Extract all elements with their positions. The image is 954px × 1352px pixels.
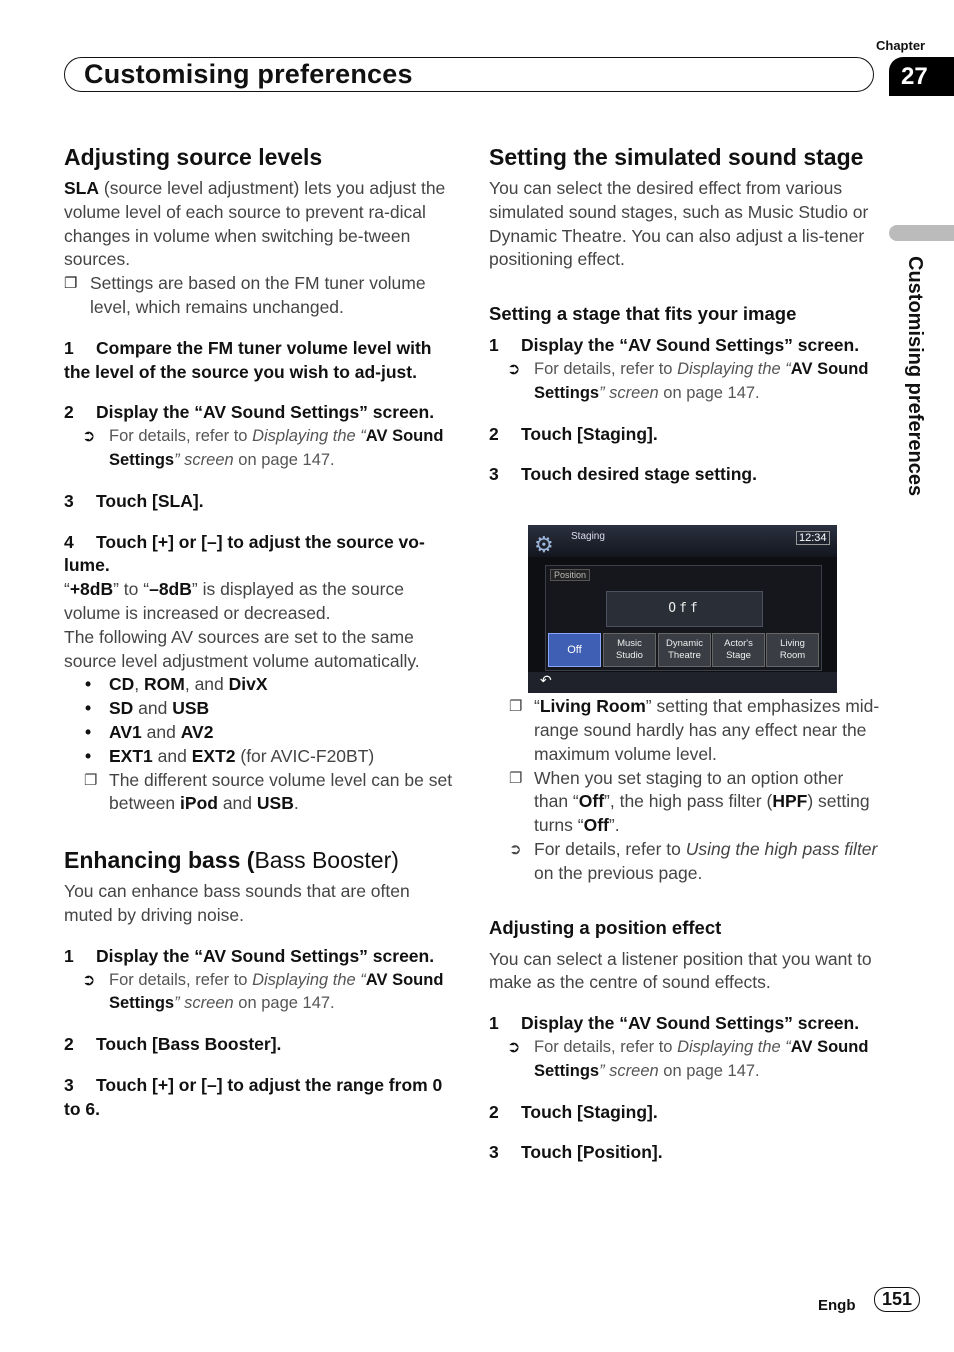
checkbox-note-icon: ❐ (509, 769, 523, 787)
reference-note: ➲ For details, refer to Displaying the “AV Sound Settings” screen on page 147. (507, 359, 869, 402)
source-list (64, 673, 456, 768)
paragraph: You can select a listener position that you want to make as the centre of sound effects. (489, 948, 872, 993)
checkbox-note-icon: ❐ (64, 275, 78, 293)
paragraph: SLA (source level adjustment) lets you adjust the volume level of each source to prevent ra-dical changes in volume when switching be-tween sources. (64, 178, 446, 270)
stage-button-actors-stage[interactable]: Actor's Stage (712, 633, 765, 667)
subheading: Setting a stage that fits your image (489, 303, 797, 325)
screen-bottombar (528, 672, 837, 693)
chapter-label: Chapter (876, 38, 926, 53)
reference-note: ➲ For details, refer to Using the high pass filter on the previous page. (509, 838, 878, 883)
stage-button-living-room[interactable]: Living Room (766, 633, 819, 667)
step-2: 2 Touch [Staging]. (489, 1101, 658, 1122)
step-4: 4 Touch [+] or [–] to adjust the source vo-lume. (64, 531, 425, 576)
step-3: 3 Touch [SLA]. (64, 490, 204, 511)
side-tab-marker (889, 225, 954, 241)
step-1: 1 Display the “AV Sound Settings” screen. (489, 335, 860, 356)
reference-note: ➲ For details, refer to Displaying the “AV Sound Settings” screen on page 147. (507, 1037, 869, 1080)
note: ❐ “Living Room” setting that emphasizes mid-range sound hardly has any effect near the maximum volume level. (509, 696, 880, 764)
section-heading-sound-stage: Setting the simulated sound stage (489, 144, 864, 170)
arrow-ref-icon: ➲ (507, 1038, 521, 1056)
step-3: 3 Touch [+] or [–] to adjust the range from 0 to 6. (64, 1074, 443, 1119)
step-1: 1 Compare the FM tuner volume level with the level of the source you wish to ad-just. (64, 337, 432, 382)
paragraph: You can enhance bass sounds that are often muted by driving noise. (64, 881, 410, 925)
subheading: Adjusting a position effect (489, 916, 722, 938)
reference-note: ➲ For details, refer to Displaying the “AV Sound Settings” screen on page 147. (82, 970, 444, 1013)
list-item: • SD and USB (85, 698, 210, 719)
page-number: 151 (874, 1287, 920, 1312)
gear-icon: ⚙ (534, 532, 554, 557)
step-2: 2 Touch [Bass Booster]. (64, 1034, 282, 1055)
left-column (64, 143, 456, 1122)
back-arrow-icon[interactable]: ↶ (540, 672, 552, 688)
page-title: Customising preferences (84, 59, 413, 89)
paragraph: “+8dB” to “–8dB” is displayed as the source volume is increased or decreased. (64, 579, 404, 623)
stage-value-display: Off (606, 591, 763, 627)
language-code: Engb (818, 1297, 856, 1314)
step-2: 2 Display the “AV Sound Settings” screen. (64, 402, 435, 423)
list-item: • EXT1 and EXT2 (for AVIC-F20BT) (85, 745, 375, 766)
arrow-ref-icon: ➲ (82, 428, 96, 446)
list-item: • AV1 and AV2 (85, 721, 214, 742)
note: ❐ Settings are based on the FM tuner volume level, which remains unchanged. (64, 273, 426, 317)
arrow-ref-icon: ➲ (507, 360, 521, 378)
checkbox-note-icon: ❐ (509, 698, 523, 716)
step-3: 3 Touch desired stage setting. (489, 464, 757, 485)
note: ❐ When you set staging to an option other than “Off”, the high pass filter (HPF) setting turns “Off”. (509, 767, 870, 836)
step-1: 1 Display the “AV Sound Settings” screen. (64, 945, 435, 966)
step-2: 2 Touch [Staging]. (489, 423, 658, 444)
arrow-ref-icon: ➲ (509, 840, 522, 858)
reference-note: ➲ For details, refer to Displaying the “AV Sound Settings” screen on page 147. (82, 427, 444, 469)
section-heading-bass: Enhancing bass (Bass Booster) (64, 847, 399, 874)
screen-title: Staging (571, 531, 605, 542)
stage-button-dynamic-theatre[interactable]: Dynamic Theatre (658, 633, 711, 667)
step-3: 3 Touch [Position]. (489, 1142, 663, 1163)
paragraph: The following AV sources are set to the same source level adjustment volume automatically. (64, 626, 420, 671)
section-heading-source-levels: Adjusting source levels (64, 144, 323, 170)
stage-button-music-studio[interactable]: Music Studio (603, 633, 656, 667)
list-item: • CD, ROM, and DivX (85, 674, 268, 695)
paragraph: You can select the desired effect from various simulated sound stages, such as Music Studio or Dynamic Theatre. You can also adjust a lis-tener positioning effect. (489, 178, 869, 270)
side-section-label: Customising preferences (904, 256, 926, 497)
step-1: 1 Display the “AV Sound Settings” screen. (489, 1013, 860, 1034)
position-tab[interactable]: Position (550, 569, 590, 581)
note: ❐ The different source volume level can be set between iPod and USB. (84, 769, 453, 814)
clock: 12:34 (796, 531, 830, 545)
chapter-number: 27 (889, 57, 954, 96)
staging-screen-image (528, 525, 837, 693)
stage-button-off[interactable]: Off (548, 633, 601, 667)
checkbox-note-icon: ❐ (84, 771, 98, 789)
arrow-ref-icon: ➲ (82, 971, 96, 989)
